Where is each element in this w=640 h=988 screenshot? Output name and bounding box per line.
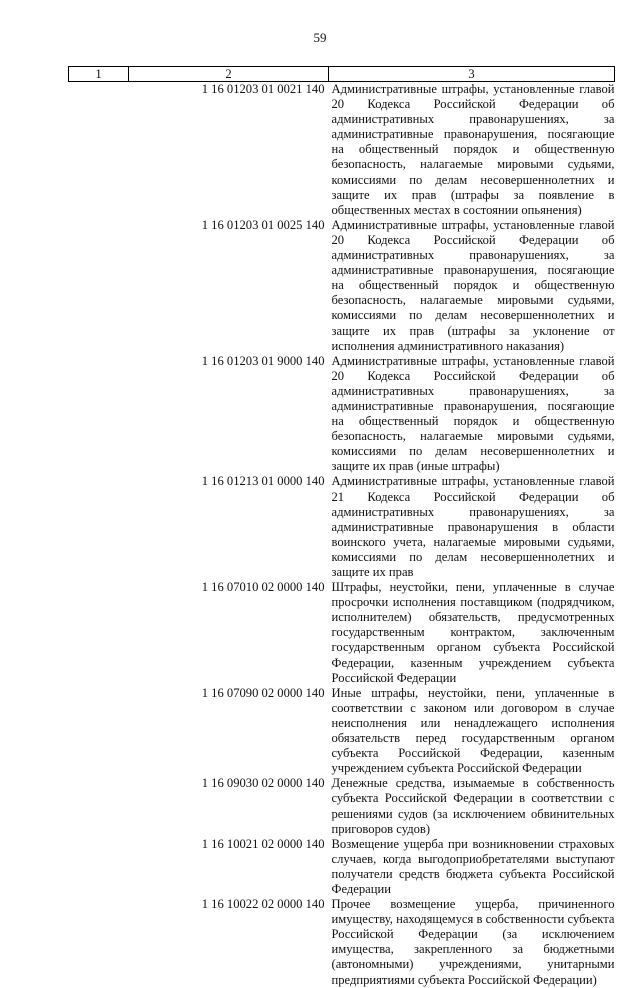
budget-code-cell: 1 16 07010 02 0000 140 [201, 580, 325, 595]
budget-classification-table [68, 66, 615, 988]
header-col-2: 2 [129, 67, 329, 82]
table-row [69, 897, 615, 988]
table-header [69, 67, 615, 82]
row-col-1 [69, 776, 129, 836]
budget-code-cell: 1 16 01203 01 9000 140 [201, 353, 325, 368]
budget-code-cell: 1 16 10022 02 0000 140 [201, 897, 325, 912]
table-row [69, 776, 615, 836]
row-col-1 [69, 837, 129, 897]
budget-code-cell: 1 16 01203 01 0021 140 [201, 82, 325, 96]
revenue-description-cell: Административные штрафы, установленные главой 20 Кодекса Российской Федерации об административных правонарушениях, за административные правонарушения, посягающие на общественный порядок и общественную безопасность, налагаемые мировыми судьями, комиссиями по делам несовершеннолетних и защите их прав (иные штрафы) [331, 353, 615, 474]
table-row [69, 580, 615, 686]
revenue-description-cell: Административные штрафы, установленные главой 20 Кодекса Российской Федерации об административных правонарушениях, за административные правонарушения, посягающие на общественный порядок и общественную безопасность, налагаемые мировыми судьями, комиссиями по делам несовершеннолетних и защите их прав (штрафы за уклонение от исполнения административного наказания) [331, 217, 615, 353]
page-number: 59 [313, 30, 327, 45]
header-row [69, 67, 615, 82]
row-col-1 [69, 354, 129, 475]
budget-code-cell: 1 16 07090 02 0000 140 [201, 685, 325, 700]
header-col-1: 1 [69, 67, 129, 82]
revenue-description-cell: Штрафы, неустойки, пени, уплаченные в случае просрочки исполнения поставщиком (подрядчиком, исполнителем) обязательств, предусмотренных государственным контрактом, заключенным государственным органом субъекта Российской Федерации, казенным учреждением субъекта Российской Федерации [331, 580, 615, 685]
table-row [69, 82, 615, 218]
row-col-1 [69, 218, 129, 354]
header-col-3: 3 [329, 67, 615, 82]
revenue-description-cell: Возмещение ущерба при возникновении страховых случаев, когда выгодоприобретателями выступают получатели средств бюджета субъекта Российской Федерации [331, 836, 615, 896]
budget-code-cell: 1 16 01213 01 0000 140 [201, 474, 325, 489]
row-col-1 [69, 686, 129, 777]
revenue-description-cell: Иные штрафы, неустойки, пени, уплаченные в соответствии с законом или договором в случае неисполнения или ненадлежащего исполнения обязательств перед государственным органом субъекта Российской Федерации, казенным учреждением субъекта Российской Федерации [331, 685, 615, 776]
revenue-description-cell: Прочее возмещение ущерба, причиненного имуществу, находящемуся в собственности субъекта Российской Федерации (за исключением имущества, закрепленного за бюджетными (автономными) учреждениями, унитарными предприятиями субъекта Российской Федерации) [331, 897, 615, 987]
table-row [69, 218, 615, 354]
budget-code-cell: 1 16 01203 01 0025 140 [201, 217, 325, 232]
row-col-1 [69, 897, 129, 988]
table-body [69, 82, 615, 988]
table-row [69, 837, 615, 897]
revenue-description-cell: Денежные средства, изымаемые в собственность субъекта Российской Федерации в соответствии с решениями судов (за исключением обвинительных приговоров судов) [331, 776, 615, 836]
row-col-1 [69, 82, 129, 218]
revenue-description-cell: Административные штрафы, установленные главой 20 Кодекса Российской Федерации об административных правонарушениях, за административные правонарушения, посягающие на общественный порядок и общественную безопасность, налагаемые мировыми судьями, комиссиями по делам несовершеннолетних и защите их прав (штрафы за появление в общественных местах в состоянии опьянения) [331, 82, 615, 217]
row-col-1 [69, 474, 129, 580]
budget-code-cell: 1 16 09030 02 0000 140 [201, 776, 325, 791]
revenue-description-cell: Административные штрафы, установленные главой 21 Кодекса Российской Федерации об административных правонарушениях, за административные правонарушения в области воинского учета, налагаемые мировыми судьями, комиссиями по делам несовершеннолетних и защите их прав [331, 474, 615, 579]
row-col-1 [69, 580, 129, 686]
budget-code-cell: 1 16 10021 02 0000 140 [201, 836, 325, 851]
table-row [69, 474, 615, 580]
table-row [69, 686, 615, 777]
table-row [69, 354, 615, 475]
